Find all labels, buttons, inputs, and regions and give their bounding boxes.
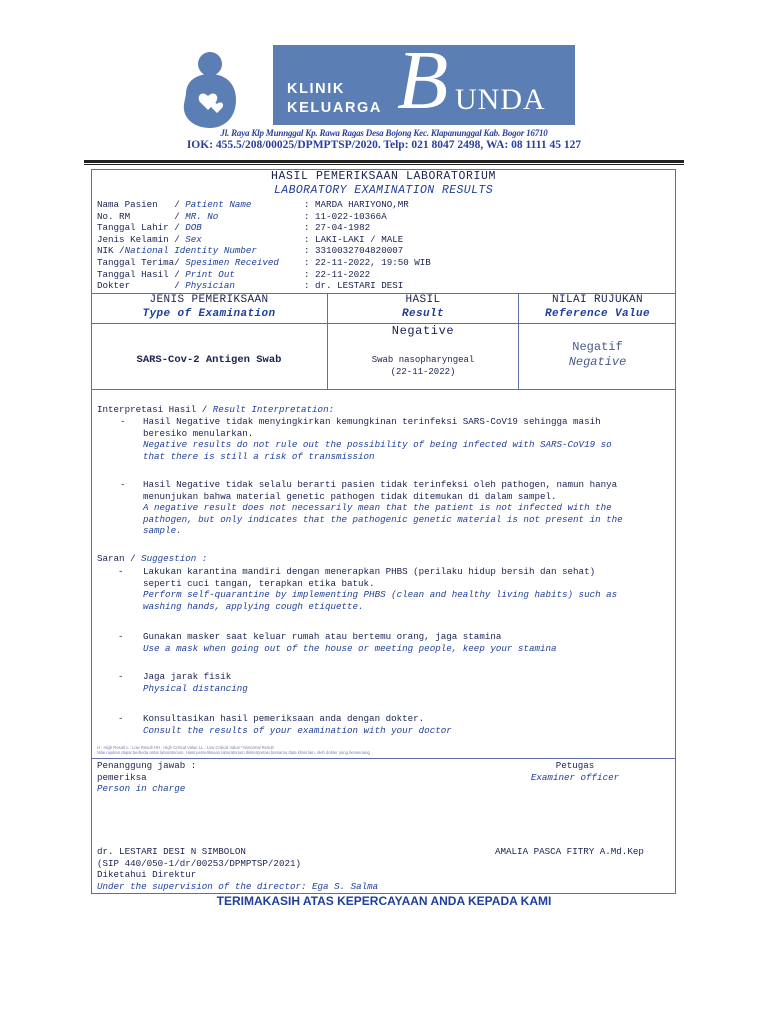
specimen-type: Swab nasopharyngeal — [371, 355, 475, 365]
signatory-doctor — [97, 846, 437, 892]
col-exam-type-id: JENIS PEMERIKSAAN — [149, 294, 269, 306]
header-divider-thin — [84, 164, 684, 165]
col-exam-type-en: Type of Examination — [142, 308, 276, 320]
nik-value: 3310032704820007 — [315, 245, 404, 257]
print-out-value: 22-11-2022 — [315, 268, 371, 280]
brand-initial: B — [397, 34, 449, 127]
clinic-address: Jl. Raya Klp Munnggal Kp. Rawa Ragas Desa Bojong Kec. Klapanunggal Kab. Bogor 16710 — [220, 128, 548, 138]
patient-row: Tanggal Hasil / Print Out — [97, 268, 235, 280]
director-supervision: Under the supervision of the director: Ega S. Salma — [97, 880, 379, 892]
signature-right: Petugas Examiner officer — [530, 760, 620, 783]
patient-row: Tanggal Lahir / DOB — [97, 222, 202, 234]
brand-banner — [273, 34, 575, 127]
signature-border — [91, 758, 676, 759]
report-title-id: HASIL PEMERIKSAAN LABORATORIUM — [270, 170, 497, 183]
patient-row: Jenis Kelamin / Sex — [97, 233, 202, 245]
interpretation-heading: Interpretasi Hasil / Result Interpretation: — [97, 404, 335, 415]
closing-message: TERIMAKASIH ATAS KEPERCAYAAN ANDA KEPADA KAMI — [216, 894, 552, 908]
suggestion-item: Jaga jarak fisik Physical distancing — [143, 671, 248, 694]
patient-row: Tanggal Terima/ Spesimen Received — [97, 256, 279, 268]
header-divider — [84, 160, 684, 163]
suggestion-item: Konsultasikan hasil pemeriksaan anda dengan dokter. Consult the results of your examination with your doctor — [143, 713, 452, 736]
bullet-dash: - — [118, 566, 124, 577]
interpretation-item: Hasil Negative tidak menyingkirkan kemungkinan terinfeksi SARS-CoV19 sehingga masih beresiko menularkan. Negative results do not rule out the possibility of being infected with SARS-CoV19 so that there is still a risk of transmission — [143, 416, 612, 462]
patient-name-value: MARDA HARIYONO,MR — [315, 199, 409, 210]
col-result-en: Result — [401, 308, 444, 320]
known-by-director: Diketahui Direktur — [97, 869, 197, 881]
interpretation-section — [97, 404, 672, 416]
brand-line-keluarga: KELUARGA — [287, 100, 382, 116]
col-result-id: HASIL — [405, 294, 441, 306]
patient-row: Nama Pasien / Patient Name — [97, 199, 252, 210]
patient-row: Dokter / Physician — [97, 280, 235, 292]
result-value: Negative — [391, 324, 455, 338]
doctor-sip: (SIP 440/050-1/dr/00253/DPMPTSP/2021) — [97, 857, 301, 869]
bullet-dash: - — [118, 671, 124, 682]
brand-line-klinik: KLINIK — [287, 81, 345, 97]
interpretation-item: Hasil Negative tidak selalu berarti pasien tidak terinfeksi oleh pathogen, namun hanya menunjukan bahwa material genetic pathogen tidak ditemukan di dalam sampel. A negative result does not necessarily mean that the patient is not infected with the pathogen, but only indicates that the pathogenic genetic material is not present in the sample. — [143, 479, 623, 537]
reference-value-id: Negatif — [572, 340, 623, 354]
doctor-name: dr. LESTARI DESI N SIMBOLON — [97, 846, 246, 857]
clinic-contact: IOK: 455.5/208/00025/DPMPTSP/2020. Telp: 021 8047 2498, WA: 08 1111 45 127 — [186, 139, 582, 151]
bullet-dash: - — [118, 631, 124, 642]
specimen-received-value: 22-11-2022, 19:50 WIB — [315, 256, 431, 268]
sex-value: LAKI-LAKI / MALE — [315, 233, 404, 245]
col-reference-id: NILAI RUJUKAN — [551, 294, 643, 306]
brand-name: UNDA — [455, 83, 546, 116]
patient-row: No. RM / MR. No — [97, 210, 219, 222]
bullet-dash: - — [118, 713, 124, 724]
suggestion-item: Gunakan masker saat keluar rumah atau bertemu orang, jaga stamina Use a mask when going out of the house or meeting people, keep your stamina — [143, 631, 557, 654]
signature-left: Penanggung jawab : pemeriksa Person in charge — [97, 760, 197, 795]
table-bottom-border — [91, 389, 676, 390]
physician-value: dr. LESTARI DESI — [315, 280, 404, 292]
mr-number-value: 11-022-10366A — [315, 210, 387, 222]
exam-name: SARS-Cov-2 Antigen Swab — [136, 354, 282, 366]
officer-name: AMALIA PASCA FITRY A.Md.Kep — [495, 846, 644, 857]
bullet-dash: - — [120, 479, 126, 490]
suggestion-item: Lakukan karantina mandiri dengan menerapkan PHBS (perilaku hidup bersih dan sehat) seperti cuci tangan, terapkan etika batuk. Perform self-quarantine by implementing PHBS (clean and healthy living habits) such as washing hands, applying cough etiquette. — [143, 566, 618, 612]
bullet-dash: - — [120, 416, 126, 427]
report-title-en: LABORATORY EXAMINATION RESULTS — [273, 184, 494, 197]
clinic-logo-icon — [178, 50, 242, 130]
col-reference-en: Reference Value — [544, 308, 651, 320]
footnote: H : High Result L : Low Result HH : High Critical Value LL : Low Critical Value *Abnormal Result Nilai rujukan dapat berbeda antar laboratorium. Hasil pemeriksaan laboratorium diinterpretasi bersama data klinis lain, oleh dokter yang berwenang — [97, 745, 370, 755]
specimen-date: (22-11-2022) — [390, 367, 456, 377]
suggestion-heading: Saran / Suggestion : — [97, 553, 208, 564]
reference-value-en: Negative — [568, 355, 627, 369]
patient-values: : MARDA HARIYONO,MR : 11-022-10366A : 27-04-1982 : LAKI-LAKI / MALE : 3310032704820007 : 22-11-2022, 19:50 WIB : 22-11-2022 : dr. LESTARI DESI — [304, 199, 431, 292]
patient-row: NIK /National Identity Number — [97, 245, 257, 257]
dob-value: 27-04-1982 — [315, 222, 371, 234]
